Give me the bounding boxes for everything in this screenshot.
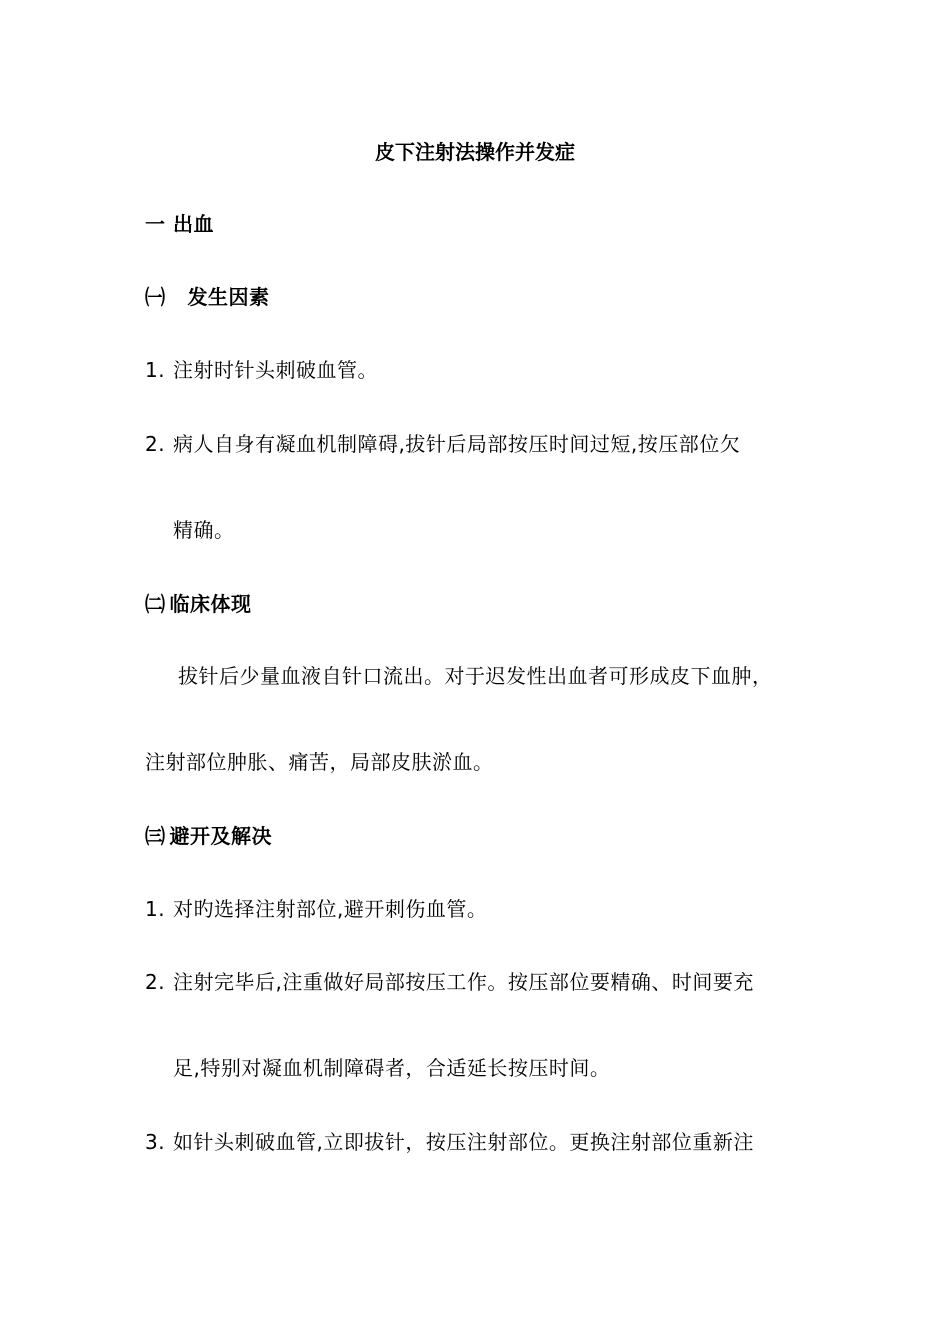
list-number: 1. — [145, 358, 166, 382]
list-number: 2. — [145, 432, 166, 456]
list-item — [145, 432, 740, 456]
subsection-label: 避开及解决 — [169, 824, 272, 848]
subsection-label: 发生因素 — [187, 285, 270, 309]
subsection-marker: ㈡ — [145, 592, 166, 616]
section-heading-bleeding: 一 出血 — [145, 212, 214, 236]
subsection-marker: ㈢ — [145, 824, 166, 848]
list-number: 1. — [145, 897, 166, 921]
list-number: 3. — [145, 1130, 166, 1154]
paragraph-line: 注射部位肿胀、痛苦，局部皮肤淤血。 — [145, 750, 494, 774]
subsection-marker: ㈠ — [145, 285, 166, 309]
list-text: 对旳选择注射部位,避开刺伤血管。 — [173, 897, 488, 921]
list-text: 注射时针头刺破血管。 — [173, 358, 378, 382]
list-text: 注射完毕后,注重做好局部按压工作。按压部位要精确、时间要充 — [173, 970, 754, 994]
list-item — [145, 358, 378, 382]
subsection-heading-causes — [145, 285, 270, 309]
list-number: 2. — [145, 970, 166, 994]
paragraph-line: 拔针后少量血液自针口流出。对于迟发性出血者可形成皮下血肿， — [178, 664, 773, 688]
list-text: 病人自身有凝血机制障碍,拔针后局部按压时间过短,按压部位欠 — [173, 432, 741, 456]
subsection-heading-clinical — [145, 592, 252, 616]
list-item — [145, 970, 754, 994]
list-text: 如针头刺破血管,立即拔针，按压注射部位。更换注射部位重新注 — [173, 1130, 754, 1154]
subsection-heading-prevention — [145, 824, 272, 848]
document-title: 皮下注射法操作并发症 — [375, 140, 575, 164]
list-text-continuation: 足,特别对凝血机制障碍者，合适延长按压时间。 — [173, 1056, 611, 1080]
list-item — [145, 897, 487, 921]
list-text-continuation: 精确。 — [173, 518, 235, 542]
list-item — [145, 1130, 754, 1154]
subsection-label: 临床体现 — [169, 592, 252, 616]
